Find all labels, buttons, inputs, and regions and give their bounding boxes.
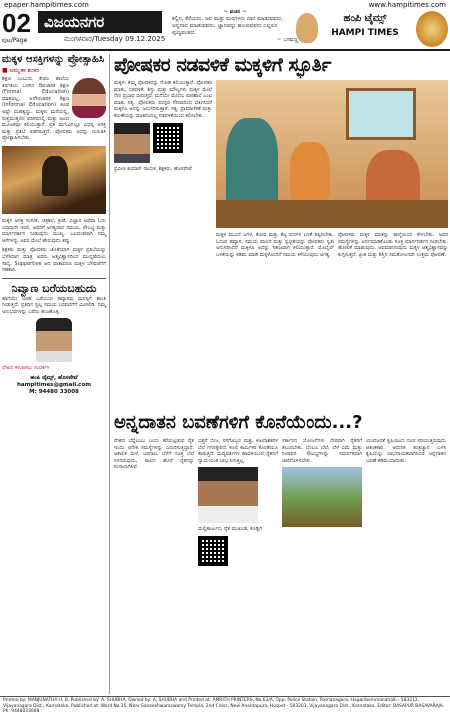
sunset-study-photo — [2, 146, 106, 214]
left-byline: ■ ಅಮೃತಾ ಶಂಕರ — [2, 67, 40, 74]
story1-col2 — [216, 232, 334, 258]
story1-text-1: ಮಕ್ಕಳು ತಮ್ಮ ಪೋಷಕರನ್ನು ನೋಡಿ ಕಲಿಯುತ್ತಾರೆ. ಪೋಷಕರ ಮಾತು, ನಡವಳಿಕೆ, ಶಿಸ್ತು ಮತ್ತು ಮೌಲ್ಯಗಳು ಮಕ್ಕಳ ಮೇಲೆ ನೇರ ಪ್ರಭಾವ ಬೀರುತ್ತವೆ. ಮನೆಯೇ ಮೊದಲ ಪಾಠಶಾಲೆ ಎಂಬ ಮಾತು ಸತ್ಯ. ಪೋಷಕರು ಪರಸ್ಪರ ಗೌರವದಿಂದ ವರ್ತಿಸಿದರೆ ಮಕ್ಕಳೂ ಅದನ್ನು ಅನುಸರಿಸುತ್ತಾರೆ. ಸತ್ಯ, ಪ್ರಾಮಾಣಿಕತೆ ಮತ್ತು ಕರುಣೆಯನ್ನು ಮಾತಿನಿಂದಲ್ಲ ನಡವಳಿಕೆಯಿಂದ ಕಲಿಸಬೇಕು. — [114, 80, 212, 119]
story2-col1 — [114, 438, 194, 471]
story2-col2 — [198, 438, 278, 566]
story1-author — [114, 123, 212, 163]
top-strip — [0, 0, 450, 9]
child-figure — [290, 142, 330, 202]
story2-qr-code[interactable] — [198, 536, 228, 566]
left-body-1: ಶಿಕ್ಷಣ ಎಂಬುದು ಕೇವಲ ಶಾಲೆಯ ತರಗತಿಯ ಒಳಗಿನ ಔಪಚಾರಿಕ ಶಿಕ್ಷಣ (Formal Education) ಮಾತ್ರವಲ್ಲ, ಅನೌಪಚಾರಿಕ ಶಿಕ್ಷಣ (Informal Education) ಕೂಡ ಅಷ್ಟೇ ಮಹತ್ವದ್ದು. ಮಕ್ಕಳು ಮನೆಯಲ್ಲಿ, ಸುತ್ತಮುತ್ತಲಿನ ಪರಿಸರದಲ್ಲಿ ಮತ್ತು ಆಟದ ಮೂಲಕವೂ ಕಲಿಯುತ್ತಾರೆ. ಪ್ರತಿ ಮಗುವಿನಲ್ಲೂ ವಿಭಿನ್ನ ಆಸಕ್ತಿ ಮತ್ತು ಪ್ರತಿಭೆ ಅಡಗಿರುತ್ತದೆ. ಪೋಷಕರು ಅದನ್ನು ಗುರುತಿಸಿ ಪ್ರೋತ್ಸಾಹಿಸಬೇಕು. — [2, 76, 106, 142]
niv-pink-text: ಲೇಖನ ಕಳುಹಿಸಲು ಸಂಪರ್ಕಿಸಿ — [2, 365, 50, 372]
niv-section — [2, 278, 106, 396]
story1-col1 — [114, 80, 212, 175]
author-photo — [72, 78, 106, 118]
story2-headline: ಅನ್ನದಾತನ ಬವಣೆಗಳಿಗೆ ಕೊನೆಯೆಂದು...? — [114, 412, 363, 433]
window — [346, 88, 416, 140]
masthead — [0, 9, 450, 49]
main-area — [114, 54, 448, 694]
issue-date: ಮಂಗಳವಾರ/Tuesday 09.12.2025 — [64, 35, 166, 43]
story1 — [114, 80, 448, 450]
masthead-rule — [0, 49, 450, 51]
story1-qr-code[interactable] — [153, 123, 183, 153]
family-illustration — [216, 80, 448, 228]
contact-phone: M: 94480 33008 — [29, 389, 79, 396]
left-body-2: ಮಕ್ಕಳ ಆಸಕ್ತಿ ಸಂಗೀತ, ಚಿತ್ರಕಲೆ, ಕ್ರೀಡೆ, ವಿಜ್ಞಾನ ಅಥವಾ ಓದು ಯಾವುದೇ ಇರಲಿ, ಅವರಿಗೆ ಅಗತ್ಯವಾದ ಸಮಯ, ಸೌಲಭ್ಯ ಮತ್ತು ಮಾರ್ಗದರ್ಶನ ನೀಡುವುದು ಮುಖ್ಯ. ಬಲವಂತವಾಗಿ ನಮ್ಮ ಆಸೆಗಳನ್ನು ಅವರ ಮೇಲೆ ಹೇರುವುದು ತಪ್ಪು. — [2, 217, 106, 244]
story1-text-3: ಪೋಷಕರು ಮಕ್ಕಳ ಮಾತನ್ನು ತಾಳ್ಮೆಯಿಂದ ಕೇಳಬೇಕು. ಅವರ ಸಮಸ್ಯೆಗಳನ್ನು ಅರ್ಥಮಾಡಿಕೊಂಡು ಸೂಕ್ತ ಮಾರ್ಗದರ್ಶನ ನೀಡಬೇಕು. ಹೋಲಿಕೆ ಮಾಡುವುದು, ಅವಮಾನಿಸುವುದು ಮಕ್ಕಳ ಆತ್ಮವಿಶ್ವಾಸವನ್ನು ಕುಗ್ಗಿಸುತ್ತದೆ. ಪ್ರೀತಿ ಮತ್ತು ಶಿಸ್ತಿನ ಸಮತೋಲನವೇ ಉತ್ತಮ ಪೋಷಣೆ. — [338, 232, 448, 258]
niv-headline: ನಿವ್ವಾಣ ಬರೆಯಬಹುದು — [11, 281, 97, 295]
page-number-block — [2, 9, 38, 49]
contact-block — [2, 375, 106, 396]
quote-title: ~ ವಚನ ~ — [223, 9, 247, 15]
left-column — [2, 54, 110, 694]
brand — [322, 13, 408, 47]
story1-headline: ಪೋಷಕರ ನಡವಳಿಕೆ ಮಕ್ಕಳಿಗೆ ಸ್ಫೂರ್ತಿ — [114, 54, 331, 76]
newspaper-logo — [416, 11, 448, 47]
story2-col4 — [366, 438, 446, 464]
story2-text-1: ದೇಶದ ಬೆನ್ನೆಲುಬು ಎಂದು ಕರೆಯಲ್ಪಡುವ ರೈತ ಇಂದು ಅನೇಕ ಸಮಸ್ಯೆಗಳನ್ನು ಎದುರಿಸುತ್ತಿದ್ದಾನೆ. ಅಕಾಲಿಕ ಮಳೆ, ಬರಗಾಲ, ಬೆಳೆಗೆ ಸೂಕ್ತ ಬೆಲೆ ಸಿಗದಿರುವುದು, ಸಾಲದ ಹೊರೆ ರೈತನನ್ನು ಕಂಗಾಲಾಗಿಸಿವೆ. — [114, 438, 194, 471]
table — [216, 200, 448, 228]
story1-author-caption: ಪ್ರವೀಣ ಕುಮಾರ್ ನಾಯಕ, ಶಿಕ್ಷಕರು, ಹೊಸಪೇಟೆ — [114, 165, 192, 172]
brand-kannada: ಹಂಪಿ ಟೈಮ್ಸ್ — [343, 13, 387, 24]
story2-text-2: ಬಿತ್ತನೆ ಬೀಜ, ರಸಗೊಬ್ಬರ ಮತ್ತು ಕೀಟನಾಶಕಗಳ ಬೆಲೆ ಗಗನಕ್ಕೇರಿದೆ. ಕೂಲಿ ಕಾರ್ಮಿಕರ ಕೊರತೆಯೂ ಕಾಡುತ್ತಿದೆ. ಮಧ್ಯವರ್ತಿಗಳ ಹಾವಳಿಯಿಂದ ರೈತನಿಗೆ ನ್ಯಾಯಯುತ ಲಾಭ ಸಿಗುತ್ತಿಲ್ಲ. — [198, 438, 278, 464]
contributor-photo — [36, 318, 72, 362]
page-label: ಪುಟ/Page — [2, 37, 28, 44]
story1-author-photo — [114, 123, 150, 163]
section-title: ವಿಜಯನಗರ — [38, 11, 162, 33]
contact-line: ಹಂಪಿ ಟೈಮ್ಸ್, ಹೊಸಪೇಟೆ — [30, 375, 78, 382]
quote-body: ಕಲ್ಲಿನ, ಕೆರೆಯನು, ಜಲ ಮತ್ತು ಮರಗಳನು ದಾನ ಮಾಡುವವನು, ಅನ್ನದಾನ ಮಾಡುವವನು, ಜ್ಞಾನವನ್ನು ಹಂಚುವವನು ಎಲ್ಲರೂ ಪುಣ್ಯವಂತರು. — [172, 16, 284, 36]
quote-author: ~ ಬಸವಣ್ಣ — [276, 37, 298, 43]
epaper-url[interactable]: epaper.hampitimes.com — [4, 0, 89, 9]
story2-text-3: ಸರ್ಕಾರದ ಯೋಜನೆಗಳು ನೇರವಾಗಿ ರೈತರಿಗೆ ತಲುಪಬೇಕು. ಬೆಂಬಲ ಬೆಲೆ, ಬೆಳೆ ವಿಮೆ ಮತ್ತು ನೀರಾವರಿ ಸೌಲಭ್ಯಗಳನ್ನು ಸಮರ್ಪಕವಾಗಿ ಜಾರಿಗೊಳಿಸಬೇಕು. — [282, 438, 362, 464]
farmer-photo — [282, 467, 362, 527]
left-headline: ಮಕ್ಕಳ ಆಸಕ್ತಿಗಳನ್ನು ಪ್ರೋತ್ಸಾಹಿಸಿ — [2, 54, 105, 65]
page-number: 02 — [2, 8, 31, 38]
story2-col3 — [282, 438, 362, 530]
contact-email[interactable]: hampitimes@gmail.com — [17, 382, 91, 389]
quote-box — [172, 9, 298, 49]
story1-col3 — [338, 232, 448, 258]
story1-text-2: ಮಕ್ಕಳ ಮುಂದೆ ಜಗಳ, ಕೋಪ ಮತ್ತು ಕೆಟ್ಟ ಪದಗಳ ಬಳಕೆ ತಪ್ಪಿಸಬೇಕು. ಓದುವ ಹವ್ಯಾಸ, ಸಮಯ ಪಾಲನೆ ಮತ್ತು ಸ್ವಚ್ಛತೆಯನ್ನು ಪೋಷಕರು ಸ್ವತಃ ಅನುಸರಿಸಿದರೆ ಮಕ್ಕಳೂ ಅದನ್ನು ಸಹಜವಾಗಿ ಕಲಿಯುತ್ತಾರೆ. ಮೊಬೈಲ್ ಬಳಕೆಯನ್ನು ಕಡಿಮೆ ಮಾಡಿ ಮಕ್ಕಳೊಂದಿಗೆ ಸಮಯ ಕಳೆಯುವುದು ಅಗತ್ಯ. — [216, 232, 334, 258]
story2 — [114, 438, 448, 694]
imprint-footer: Printed by: MANJUNATHA H. B. Published by: A. SHUBHA. Owned by: A. SHUBHA and Printed at: AMRITH PRINTERS, No.63/A, Opp. Police Station, Ramanagara, Hagaribommanahalli - 583212, Vijayanagara Dist., Karnataka. Published at: Ward No.15, Near Saneeshwaraswamy Temple, 2nd Cross, New Anantapura, Hospet - 583201, Vijayanagara Dist., Karnataka. Editor: BASAPUR BASAVARAJA. Ph: 9448033008 — [0, 696, 450, 714]
website-url[interactable]: www.hampitimes.com — [368, 0, 446, 9]
story2-author-caption: ಮಲ್ಲಿಕಾರ್ಜುನ, ರೈತ ಮುಖಂಡ, ಕೂಡ್ಲಿಗಿ — [198, 526, 263, 533]
sage-portrait — [296, 13, 318, 43]
left-body-3: ಶಿಕ್ಷಕರು ಮತ್ತು ಪೋಷಕರು ಜೊತೆಯಾಗಿ ಮಕ್ಕಳ ಪ್ರತಿಭೆಯನ್ನು ಬೆಳೆಸಿದಾಗ ಮಾತ್ರ ಅವರು ಆತ್ಮವಿಶ್ವಾಸದಿಂದ ಮುನ್ನಡೆಯಲು ಸಾಧ್ಯ. Supportive ಆದ ವಾತಾವರಣ ಮಕ್ಕಳ ಬೆಳವಣಿಗೆಗೆ ಸಹಕಾರಿ. — [2, 247, 106, 274]
story2-author-photo — [198, 467, 258, 523]
niv-body: ಹಾಗೆಯೇ ಬರಹ ಬರೆಯುವ ಹವ್ಯಾಸವು ಮನಸ್ಸಿಗೆ ಶಾಂತಿ ನೀಡುತ್ತದೆ. ಪ್ರತಿದಿನ ಸ್ವಲ್ಪ ಸಮಯ ಬರವಣಿಗೆಗೆ ಮೀಸಲಿಡಿ. ನಿಮ್ಮ ಅನುಭವಗಳನ್ನು ಬರೆದು ಹಂಚಿಕೊಳ್ಳಿ. — [2, 295, 106, 315]
story2-text-4: ಯುವಜನತೆ ಕೃಷಿಯಿಂದ ದೂರ ಸರಿಯುತ್ತಿರುವುದು ಆತಂಕಕಾರಿ. ಆಧುನಿಕ ತಂತ್ರಜ್ಞಾನ ಬಳಸಿ ಕೃಷಿಯನ್ನು ಲಾಭದಾಯಕವಾಗಿಸಿದರೆ ಅನ್ನದಾತನ ಬವಣೆ ಕಡಿಮೆಯಾದೀತು. — [366, 438, 446, 464]
father-figure — [226, 118, 278, 208]
brand-english: HAMPI TIMES — [331, 28, 399, 38]
